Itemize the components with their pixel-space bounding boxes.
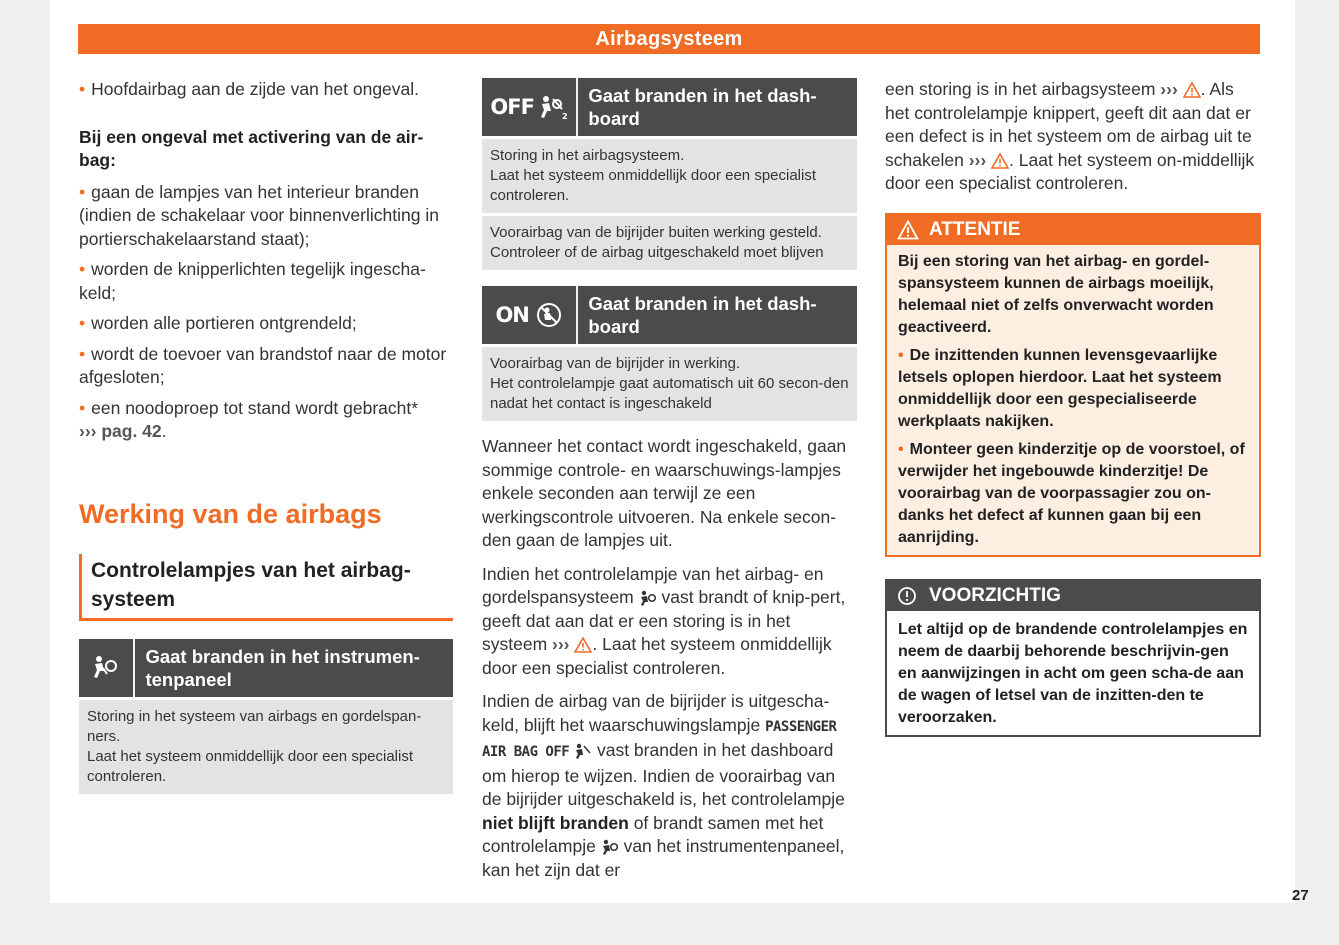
caution-body: Let altijd op de brandende controlelampjes en neem de daarbij behorende beschrijvin-gen en aanwijzingen in acht om geen scha-de aan de wagen of letsel van de inzitten-den te veroorzaken. <box>898 620 1248 726</box>
warning-triangle-icon <box>574 637 592 653</box>
airbag-warning-icon <box>601 839 619 855</box>
lamp-table-title: Gaat branden in het instrumen-tenpaneel <box>145 645 420 690</box>
column-2 <box>482 78 857 882</box>
caution-header: VOORZICHTIG <box>887 581 1259 611</box>
lamp-table-header <box>482 286 857 344</box>
list-item: • gaan de lampjes van het interieur branden (indien de schakelaar voor binnenverlichting in portierschakelaarstand staat); <box>79 181 439 249</box>
caution-box <box>885 579 1261 737</box>
warning-triangle-icon <box>897 220 919 240</box>
svg-text:2: 2 <box>561 112 568 120</box>
cross-reference-link[interactable]: ››› <box>552 634 575 654</box>
paragraph: Wanneer het contact wordt ingeschakeld, gaan sommige controle- en waarschuwings-lampjes enkele seconden aan terwijl ze een werkingscontrole uitvoeren. Na enkele secon-den gaan de lampjes uit. <box>482 436 847 550</box>
info-exclamation-icon <box>897 586 917 606</box>
list-item: • worden alle portieren ontgrendeld; <box>79 313 357 333</box>
page-reference-link[interactable]: ››› pag. 42 <box>79 421 162 441</box>
paragraph: Indien de airbag van de bijrijder is uitgescha-keld, blijft het waarschuwingslampje PASSENGER AIR BAG OFF vast branden in het dashboard om hierop te wijzen. Indien de voorairbag van de bijrijder uitgeschakeld is, het controlelampje niet blijft branden of brandt samen met het controlelampje van het instrumentenpaneel, kan het zijn dat er <box>482 691 845 880</box>
list-item: • een noodoproep tot stand wordt gebracht* ››› pag. 42. <box>79 397 419 441</box>
warning-triangle-icon <box>1183 82 1201 98</box>
airbag-off-icon <box>574 743 592 759</box>
lamp-table-off <box>482 78 857 270</box>
subsection-title: Controlelampjes van het airbag-systeem <box>91 558 411 611</box>
lamp-table-row: Voorairbag van de bijrijder in werking. Het controlelampje gaat automatisch uit 60 secon-den nadat het contact is ingeschakeld <box>482 347 857 421</box>
attention-box <box>885 213 1261 557</box>
airbag-warning-icon <box>639 590 657 606</box>
lamp-table-header <box>482 78 857 136</box>
lamp-table-row: Voorairbag van de bijrijder buiten werking gesteld. Controleer of de airbag uitgeschakeld moet blijven <box>482 216 857 270</box>
section-title: Werking van de airbags <box>79 498 382 529</box>
airbag-warning-icon <box>79 639 135 697</box>
lamp-table-title: Gaat branden in het dash-board <box>588 293 817 337</box>
list-item: • worden de knipperlichten tegelijk ingescha-keld; <box>79 259 426 303</box>
page-number: 27 <box>1292 887 1309 904</box>
lamp-table-instrument <box>79 639 453 794</box>
cross-reference-link[interactable]: ››› <box>1160 79 1178 99</box>
cross-reference-link[interactable]: ››› <box>968 149 987 170</box>
accident-heading: Bij een ongeval met activering van de air-bag: <box>79 126 424 170</box>
chapter-header: Airbagsysteem <box>78 24 1260 54</box>
lamp-table-header <box>79 639 453 697</box>
paragraph: een storing is in het airbagsysteem ››› . Als het controlelampje knippert, geeft dit aan dat er een defect is in het systeem om de airbag uit te schakelen ››› . Laat het systeem on-middellijk door een specialist controleren. <box>885 79 1255 193</box>
column-3 <box>885 78 1261 737</box>
lamp-table-row: Storing in het airbagsysteem. Laat het systeem onmiddellijk door een specialist controleren. <box>482 139 857 213</box>
list-item: • wordt de toevoer van brandstof naar de motor afgesloten; <box>79 343 447 387</box>
lamp-table-title: Gaat branden in het dash-board <box>588 85 817 129</box>
column-1 <box>79 78 453 794</box>
attention-header: ATTENTIE <box>887 215 1259 245</box>
passenger-airbag-off-label: PASSENGER AIR BAG OFF <box>482 718 837 760</box>
paragraph: Indien het controlelampje van het airbag- en gordelspansysteem vast brandt of knip-pert, geeft dat aan dat er een storing is in het systeem ››› . Laat het systeem onmiddellijk door een specialist controleren. <box>482 563 846 678</box>
warning-triangle-icon <box>991 153 1009 169</box>
list-item: • Hoofdairbag aan de zijde van het ongeval. <box>79 79 420 99</box>
lamp-table-on <box>482 286 857 421</box>
airbag-off-icon: OFF 2 <box>482 78 578 136</box>
lamp-table-row: Storing in het systeem van airbags en gordelspan-ners. Laat het systeem onmiddellijk door een specialist controleren. <box>79 700 453 794</box>
attention-body: Bij een storing van het airbag- en gordel-spansysteem kunnen de airbags moeilijk, helemaal niet of zelfs onverwacht worden geactiveerd. • De inzittenden kunnen levensgevaarlijke letsels oplopen hierdoor. Laat het systeem onmiddellijk door een gespecialiseerde werkplaats nakijken. • Monteer geen kinderzitje op de voorstoel, of verwijder het ingebouwde kinderzitje! De voorairbag van de voorpassagier zou on-danks het defect af kunnen gaan bij een aanrijding. <box>898 252 1245 546</box>
subsection-heading <box>79 554 453 621</box>
airbag-on-icon: ON <box>482 286 578 344</box>
